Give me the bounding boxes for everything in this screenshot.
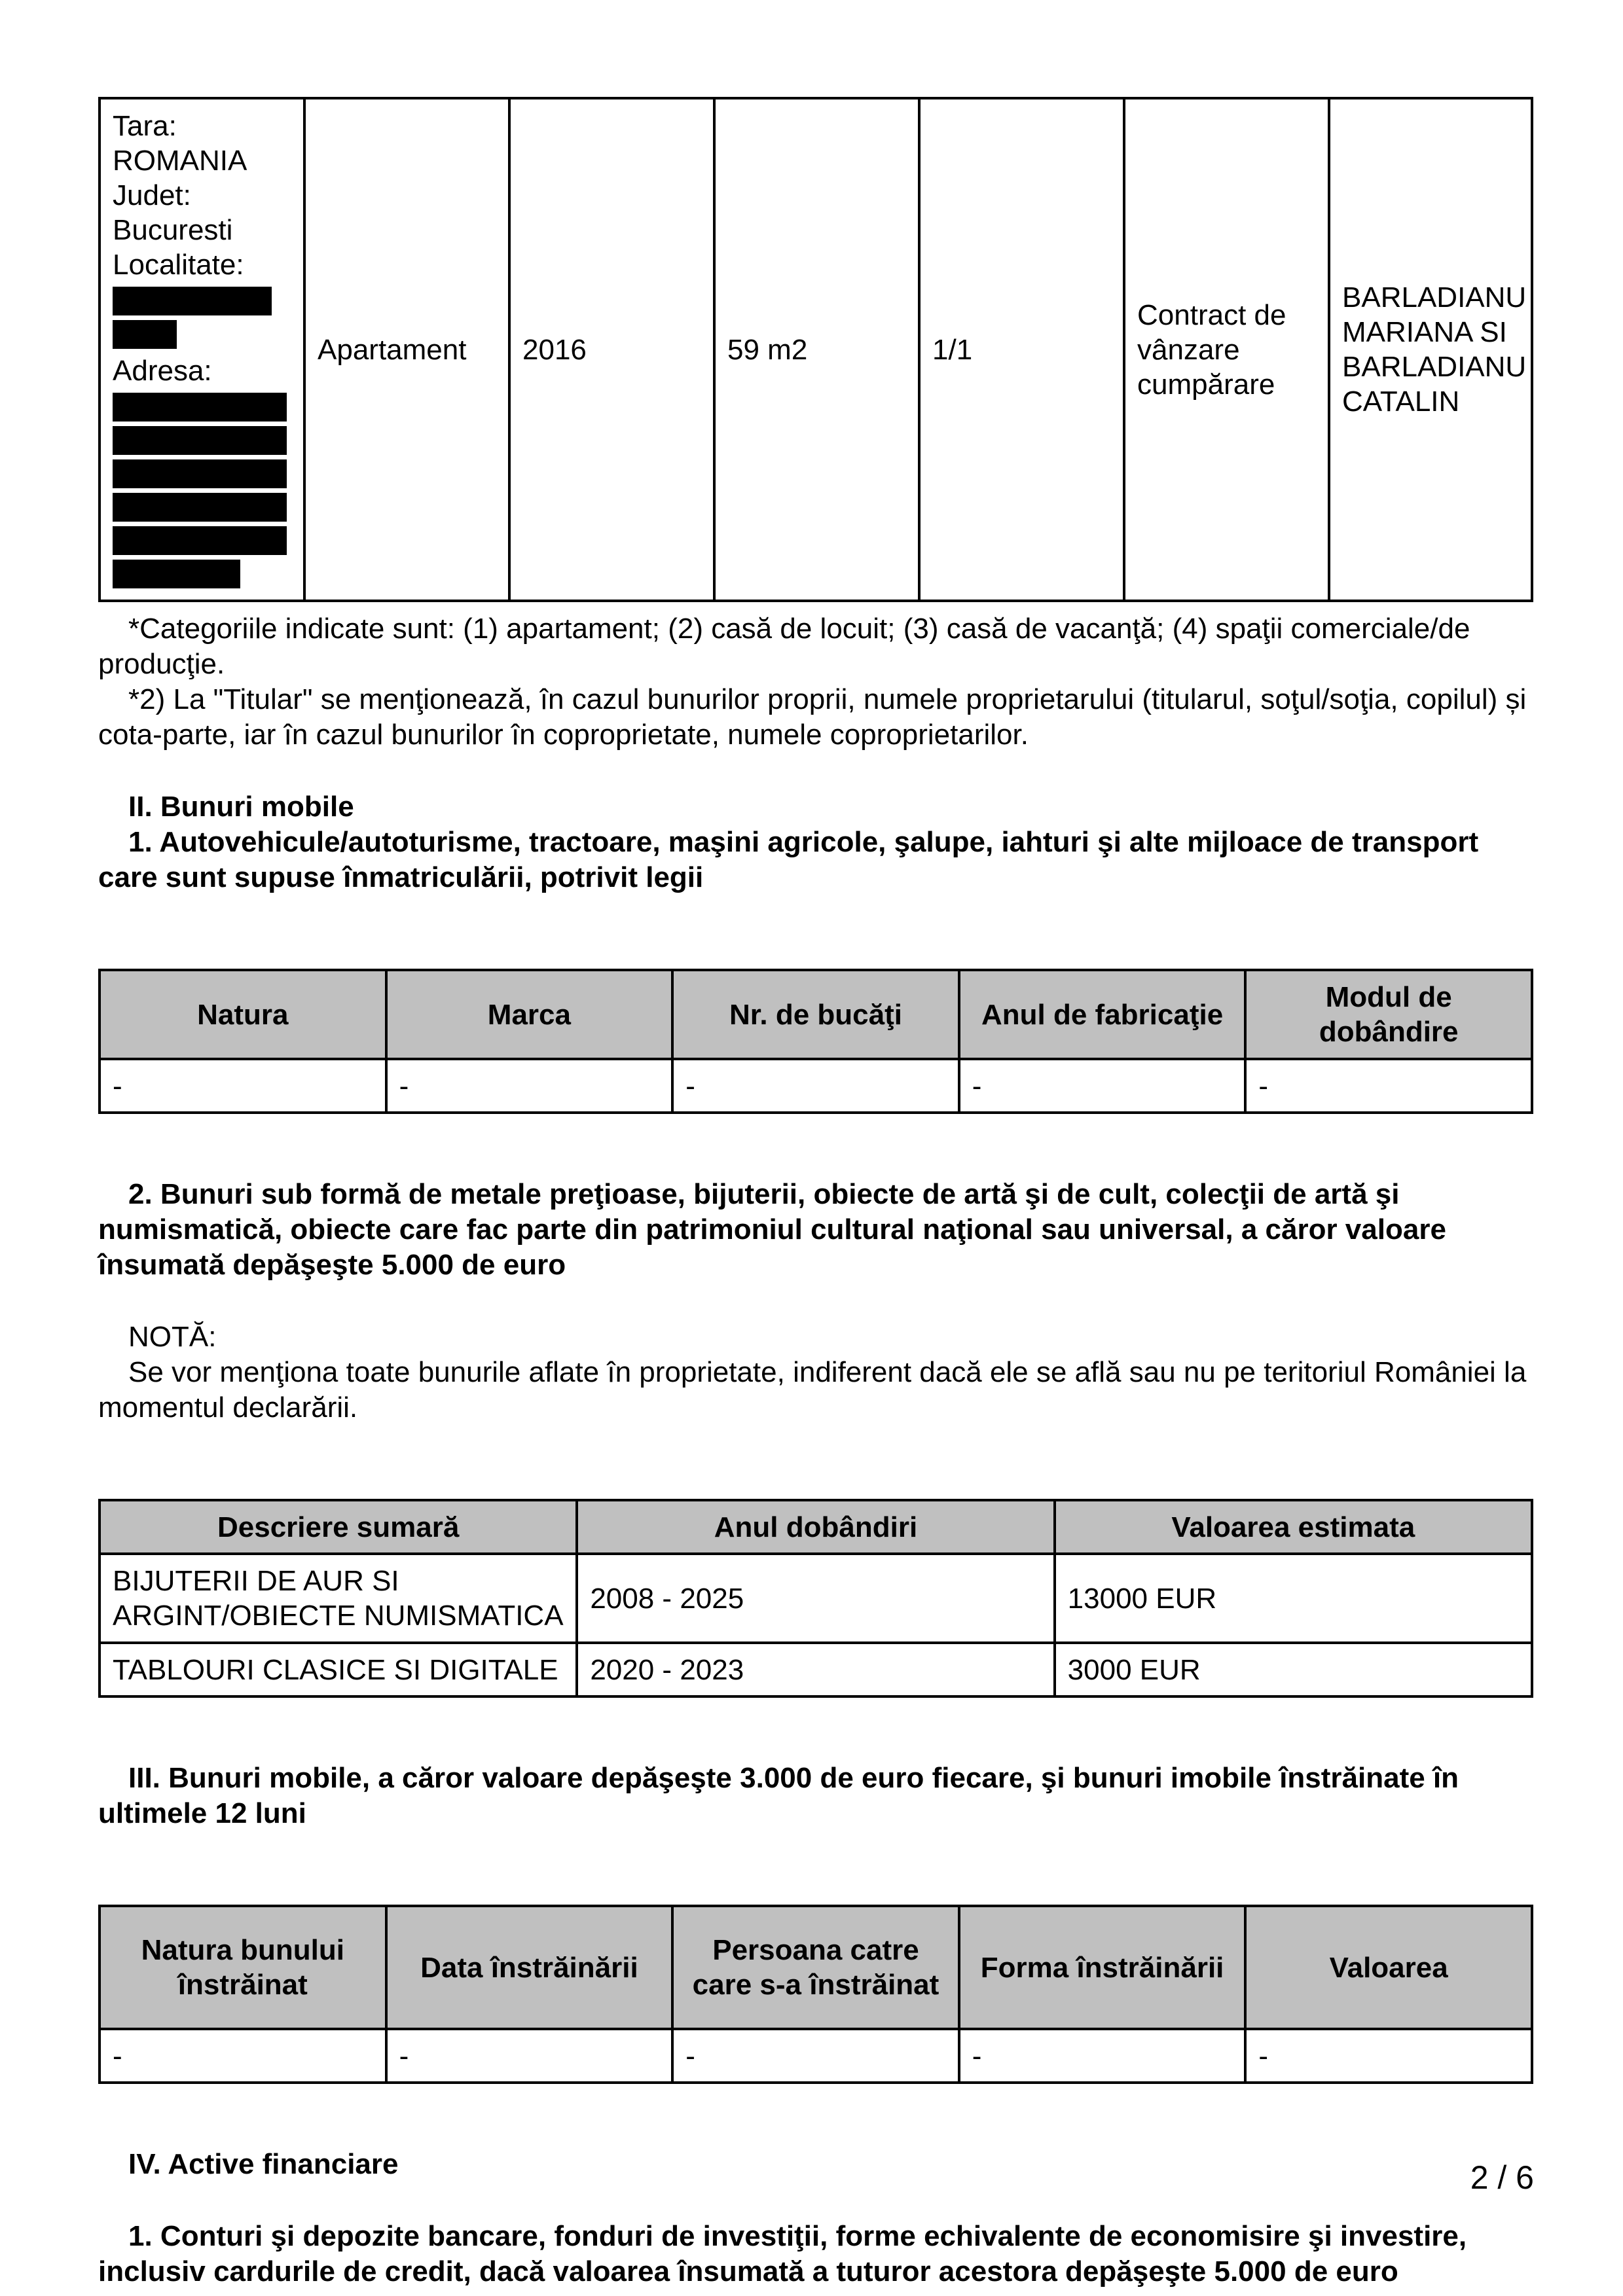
judet-value: Bucuresti xyxy=(113,214,233,246)
section-3-title: III. Bunuri mobile, a căror valoare depăşeşte 3.000 de euro fiecare, şi bunuri imobile înstrăinate în ultimele 12 luni xyxy=(98,1762,1459,1829)
table-cell: - xyxy=(100,1059,386,1113)
table-row xyxy=(100,98,1532,601)
table-row xyxy=(100,1643,1532,1696)
section-4-sub1: 1. Conturi şi depozite bancare, fonduri de investiţii, forme echivalente de economisire şi investire, inclusiv cardurile de credit, dacă valoarea însumată a tuturor acestora depăşeşte 5.000 de euro xyxy=(98,2220,1467,2287)
valuables-table xyxy=(98,1499,1533,1698)
redaction-bar xyxy=(113,320,177,349)
property-table xyxy=(98,97,1533,602)
table-cell: - xyxy=(386,2029,673,2083)
table-cell: - xyxy=(672,2029,959,2083)
section-2-sub2: 2. Bunuri sub formă de metale preţioase, bijuterii, obiecte de artă şi de cult, colecţii de artă şi numismatică, obiecte care fac parte din patrimoniul cultural naţional sau universal, a căror valoare însumată depăşeşte 5.000 de euro xyxy=(98,1178,1446,1281)
col-header: Data înstrăinării xyxy=(386,1906,673,2029)
col-header: Persoana catre care s-a înstrăinat xyxy=(672,1906,959,2029)
section-2-title: II. Bunuri mobile xyxy=(128,791,354,823)
table-header-row xyxy=(100,970,1532,1059)
table-cell: - xyxy=(959,2029,1246,2083)
note-titular: *2) La "Titular" se menţionează, în cazul bunurilor proprii, numele proprietarului (titularul, soţul/soţia, copilul) și cota-parte, iar în cazul bunurilor în coproprietate, numele coproprietarilor. xyxy=(98,683,1527,751)
nota-text: Se vor menţiona toate bunurile aflate în proprietate, indiferent dacă ele se află sau nu pe teritoriul României la momentul declarării. xyxy=(98,1356,1527,1424)
col-header: Marca xyxy=(386,970,673,1059)
judet-label: Judet: xyxy=(113,179,191,211)
anul-cell: 2016 xyxy=(509,98,714,601)
table-header-row xyxy=(100,1500,1532,1554)
table-header-row xyxy=(100,1906,1532,2029)
table-cell: 3000 EUR xyxy=(1055,1643,1532,1696)
redaction-bar xyxy=(113,526,287,555)
vehicles-table xyxy=(98,969,1533,1114)
redaction-bar xyxy=(113,393,287,422)
location-cell xyxy=(100,98,304,601)
redaction-bar xyxy=(113,493,287,522)
col-header: Anul dobândiri xyxy=(577,1500,1054,1554)
page-number: 2 / 6 xyxy=(1470,2159,1534,2196)
redaction-bar xyxy=(113,426,287,455)
redaction-bar xyxy=(113,459,287,488)
suprafata-cell: 59 m2 xyxy=(714,98,919,601)
table-cell: 2008 - 2025 xyxy=(577,1554,1054,1643)
section-4-title: IV. Active financiare xyxy=(128,2148,399,2180)
col-header: Modul de dobândire xyxy=(1245,970,1532,1059)
table-cell: - xyxy=(959,1059,1246,1113)
table-cell: - xyxy=(386,1059,673,1113)
table-cell: - xyxy=(100,2029,386,2083)
col-header: Natura xyxy=(100,970,386,1059)
alienated-table xyxy=(98,1905,1533,2084)
col-header: Valoarea xyxy=(1245,1906,1532,2029)
titular-cell: BARLADIANU MARIANA SI BARLADIANU CATALIN xyxy=(1329,98,1532,601)
table-row xyxy=(100,2029,1532,2083)
cota-cell: 1/1 xyxy=(919,98,1124,601)
note-categorii: *Categoriile indicate sunt: (1) apartament; (2) casă de locuit; (3) casă de vacanţă; (4) spaţii comerciale/de producţie. xyxy=(98,613,1470,680)
col-header: Valoarea estimata xyxy=(1055,1500,1532,1554)
tara-value: ROMANIA xyxy=(113,145,247,177)
col-header: Descriere sumară xyxy=(100,1500,577,1554)
table-cell: 2020 - 2023 xyxy=(577,1643,1054,1696)
localitate-label: Localitate: xyxy=(113,249,244,281)
mod-cell: Contract de vânzare cumpărare xyxy=(1124,98,1329,601)
table-cell: - xyxy=(1245,1059,1532,1113)
table-cell: BIJUTERII DE AUR SI ARGINT/OBIECTE NUMISMATICA xyxy=(100,1554,577,1643)
table-cell: 13000 EUR xyxy=(1055,1554,1532,1643)
redaction-bar xyxy=(113,287,272,315)
table-row xyxy=(100,1554,1532,1643)
adresa-label: Adresa: xyxy=(113,355,212,387)
nota-label: NOTĂ: xyxy=(128,1321,217,1353)
col-header: Natura bunului înstrăinat xyxy=(100,1906,386,2029)
col-header: Forma înstrăinării xyxy=(959,1906,1246,2029)
table-row xyxy=(100,1059,1532,1113)
col-header: Nr. de bucăţi xyxy=(672,970,959,1059)
table-cell: TABLOURI CLASICE SI DIGITALE xyxy=(100,1643,577,1696)
categorie-cell: Apartament xyxy=(304,98,509,601)
tara-label: Tara: xyxy=(113,110,177,142)
redaction-bar xyxy=(113,560,240,588)
document-page xyxy=(98,97,1533,2289)
col-header: Anul de fabricaţie xyxy=(959,970,1246,1059)
section-2-sub1: 1. Autovehicule/autoturisme, tractoare, maşini agricole, şalupe, iahturi şi alte mijloace de transport care sunt supuse înmatriculării, potrivit legii xyxy=(98,826,1479,893)
table-cell: - xyxy=(1245,2029,1532,2083)
table-cell: - xyxy=(672,1059,959,1113)
